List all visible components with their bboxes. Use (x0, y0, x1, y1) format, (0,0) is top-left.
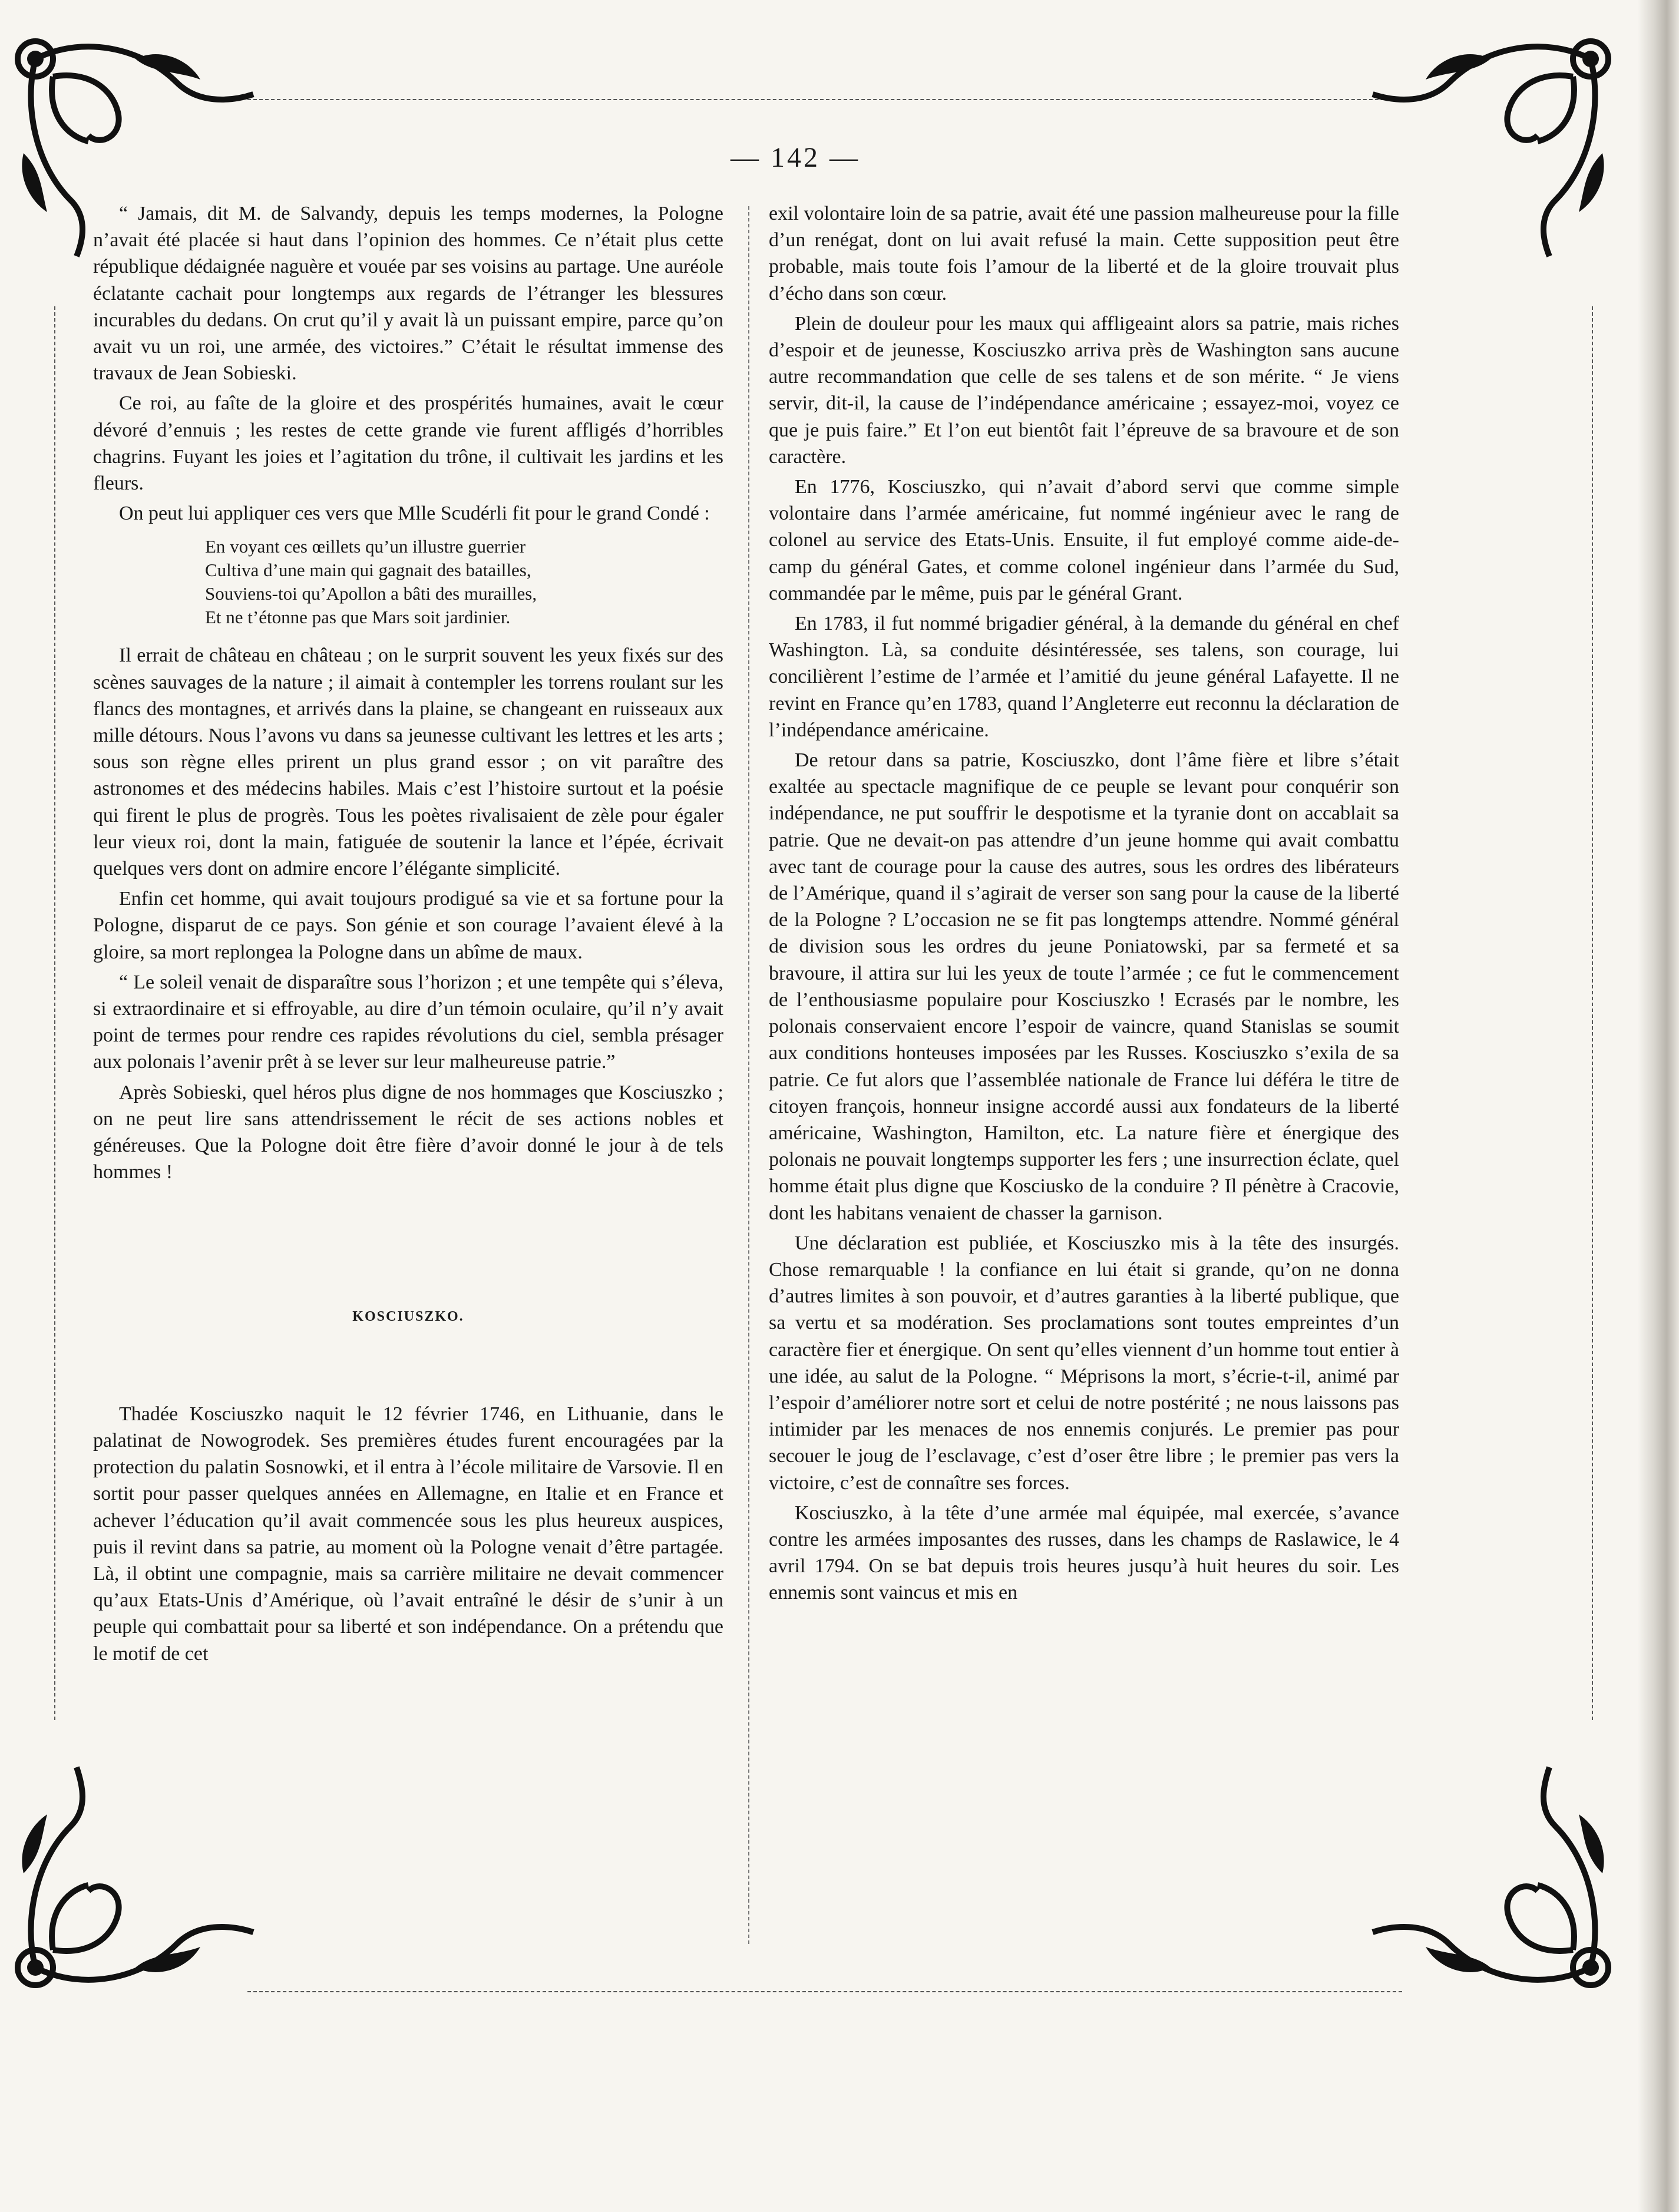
paragraph: Une déclaration est publiée, et Kosciuszko mis à la tête des insurgés. Chose remarquable ! la confiance en lui était si grande, qu’on ne donna d’autres limites à son pouvoir, et d’autres garanties à la liberté publique, que sa vertu et sa modération. Ses proclamations sont toutes empreintes d’un caractère fier et énergique. On sent qu’elles viennent d’un homme tout entier à une idée, au salut de la Pologne. “ Méprisons la mort, s’écrie-t-il, animé par l’espoir d’améliorer notre sort et celui de notre postérité ; ne nous laissons pas intimider par les menaces de nos ennemis conjurés. Le premier pas pour secouer le joug de l’esclavage, c’est d’oser être libre ; le premier pas vers la victoire, c’est de connaître ses forces. (769, 1232, 1399, 1494)
verse-quote (205, 535, 723, 629)
frame-right-border (1592, 306, 1593, 1720)
corner-ornament-bottom-right-icon (1367, 1755, 1626, 2003)
paragraph: En 1776, Kosciuszko, qui n’avait d’abord servi que comme simple volontaire dans l’armée américaine, fut nommé ingénieur avec le rang de colonel au service des Etats-Unis. Ensuite, il fut employé comme aide-de-camp du général Gates, et comme colonel ingénieur dans l’armée du Sud, commandée par le même, puis par le général Grant. (769, 476, 1399, 604)
verse-line: Souviens-toi qu’Apollon a bâti des murailles, (205, 583, 537, 604)
paragraph: Kosciuszko, à la tête d’une armée mal équipée, mal exercée, s’avance contre les armées imposantes des russes, dans les champs de Raslawice, le 4 avril 1794. On se bat depuis trois heures jusqu’à huit heures du soir. Les ennemis sont vaincus et mis en (769, 1502, 1399, 1604)
paragraph: En 1783, il fut nommé brigadier général, à la demande du général en chef Washington. Là, sa conduite désintéressée, ses talens, son courage, lui concilièrent l’estime de l’armée et l’amitié du jeune général Lafayette. Il ne revint en France qu’en 1783, quand l’Angleterre eut reconnu la déclaration de l’indépendance américaine. (769, 613, 1399, 741)
corner-ornament-bottom-left-icon (0, 1755, 259, 2003)
paragraph: De retour dans sa patrie, Kosciuszko, dont l’âme fière et libre s’était exaltée au spectacle magnifique de ce peuple se levant pour conquérir son indépendance, ne put souffrir le despotisme et la tyranie dont on accablait sa patrie. Que ne devait-on pas attendre d’un jeune homme qui avait combattu avec tant de courage pour la cause des autres, sous les ordres des libérateurs de l’Amérique, quand il s’agirait de verser son sang pour la cause de la liberté de la Pologne ? L’occasion ne se fit pas longtemps attendre. Nommé général de division sous les ordres du jeune Poniatowski, par sa fermeté et sa bravoure, il attira sur lui les yeux de toute l’armée ; ce fut le commencement de l’enthousiasme populaire pour Kosciuszko ! Ecrasés par le nombre, les polonais conservaient encore l’espoir de vaincre, quand Stanislas se soumit aux conditions honteuses imposées par les Russes. Kosciuszko s’exila de sa patrie. Ce fut alors que l’assemblée nationale de France lui déféra le titre de citoyen françois, honneur insigne accordé aussi aux fondateurs de la liberté américaine, Washington, Hamilton, etc. La nature fière et énergique des polonais ne pouvait longtemps supporter les fers ; une insurrection éclate, quel homme était plus digne que Kosciusko de la conduire ? Il pénètre à Cracovie, dont les habitans venaient de chasser la garnison. (769, 749, 1399, 1224)
verse-line: En voyant ces œillets qu’un illustre guerrier (205, 536, 526, 557)
paragraph: “ Jamais, dit M. de Salvandy, depuis les temps modernes, la Pologne n’avait été placée si haut dans l’opinion des hommes. Ce n’était plus cette république dédaignée naguère et vouée par ses voisins au partage. Une auréole éclatante cachait pour longtemps aux regards de l’étranger les blessures incurables du dedans. On crut qu’il y avait là un puissant empire, parce qu’on avait vu un roi, une armée, des victoires.” C’était le résultat immense des travaux de Jean Sobieski. (93, 203, 723, 385)
section-heading: KOSCIUSZKO. (352, 1308, 464, 1324)
frame-bottom-border (247, 1991, 1402, 1992)
frame-left-border (54, 306, 55, 1720)
page-gutter-shadow (1638, 0, 1679, 2212)
page-number: — 142 — (731, 142, 860, 173)
paragraph: Plein de douleur pour les maux qui affligeaint alors sa patrie, mais riches d’espoir et de jeunesse, Kosciuszko arriva près de Washington sans aucune autre recommandation que celle de ses talens et de son mérite. “ Je viens servir, dit-il, la cause de l’indépendance américaine ; essayez-moi, voyez ce que je puis faire.” Et l’on eut bientôt fait l’épreuve de sa bravoure et de son caractère. (769, 312, 1399, 468)
paragraph-continuation: exil volontaire loin de sa patrie, avait été une passion malheureuse pour la fille d’un renégat, dont on lui avait refusé la main. Cette supposition peut être probable, mais toute fois l’amour de la liberté et de la gloire trouvait plus d’écho dans son cœur. (769, 203, 1399, 305)
left-column (93, 200, 723, 1671)
paragraph: On peut lui appliquer ces vers que Mlle Scudérli fit pour le grand Condé : (119, 502, 710, 525)
verse-line: Et ne t’étonne pas que Mars soit jardinier. (205, 607, 511, 628)
paragraph: Il errait de château en château ; on le surprit souvent les yeux fixés sur des scènes sauvages de la nature ; il aimait à contempler les torrens roulant sur les flancs des montagnes, et arrivés dans la plaine, se changeant en ruisseaux aux mille détours. Nous l’avons vu dans sa jeunesse cultivant les lettres et les arts ; sous son règne elles prirent un plus grand essor ; on vit paraître des astronomes et des médecins habiles. Mais c’est l’histoire surtout et la poésie qui firent le plus de progrès. Tous les poètes rivalisaient de zèle pour égaler leur vieux roi, dont la main, fatiguée de soutenir la lance et l’épée, écrivait quelques vers dont on admire encore l’élégante simplicité. (93, 644, 723, 880)
paragraph: Ce roi, au faîte de la gloire et des prospérités humaines, avait le cœur dévoré d’ennuis ; les restes de cette grande vie furent affligés d’horribles chagrins. Fuyant les joies et l’agitation du trône, il cultivait les jardins et les fleurs. (93, 392, 723, 495)
verse-line: Cultiva d’une main qui gagnait des batailles, (205, 560, 531, 581)
right-column (769, 200, 1399, 1610)
paragraph: Après Sobieski, quel héros plus digne de nos hommages que Kosciuszko ; on ne peut lire sans attendrissement le récit de ses actions nobles et généreuses. Que la Pologne doit être fière d’avoir donné le jour à de tels hommes ! (93, 1081, 723, 1183)
corner-ornament-top-right-icon (1367, 24, 1626, 259)
paragraph: Thadée Kosciuszko naquit le 12 février 1746, en Lithuanie, dans le palatinat de Nowogrodek. Ses premières études furent encouragées par la protection du palatin Sosnowki, et il entra à l’école militaire de Varsovie. Il en sortit pour passer quelques années en Allemagne, en Italie et en France et achever l’éducation qu’il avait commencée sous les plus heureux auspices, puis il revint dans sa patrie, au moment où la Pologne venait d’être partagée. Là, il obtint une compagnie, mais sa carrière militaire ne devait commencer qu’aux Etats-Unis d’Amérique, où l’avait entraîné le désir de s’unir à un peuple qui combattait pour sa liberté et son indépendance. On a prétendu que le motif de cet (93, 1403, 723, 1665)
paragraph: “ Le soleil venait de disparaître sous l’horizon ; et une tempête qui s’éleva, si extraordinaire et si effroyable, au dire d’un témoin oculaire, qu’il n’y avait point de termes pour rendre ces rapides révolutions du ciel, sembla présager aux polonais l’avenir prêt à se lever sur leur malheureuse patrie.” (93, 971, 723, 1073)
column-divider (748, 206, 749, 1944)
frame-top-border (247, 99, 1402, 100)
paragraph: Enfin cet homme, qui avait toujours prodigué sa vie et sa fortune pour la Pologne, disparut de ce pays. Son génie et son courage l’avaient élevé à la gloire, sa mort replongea la Pologne dans un abîme de maux. (93, 888, 723, 963)
